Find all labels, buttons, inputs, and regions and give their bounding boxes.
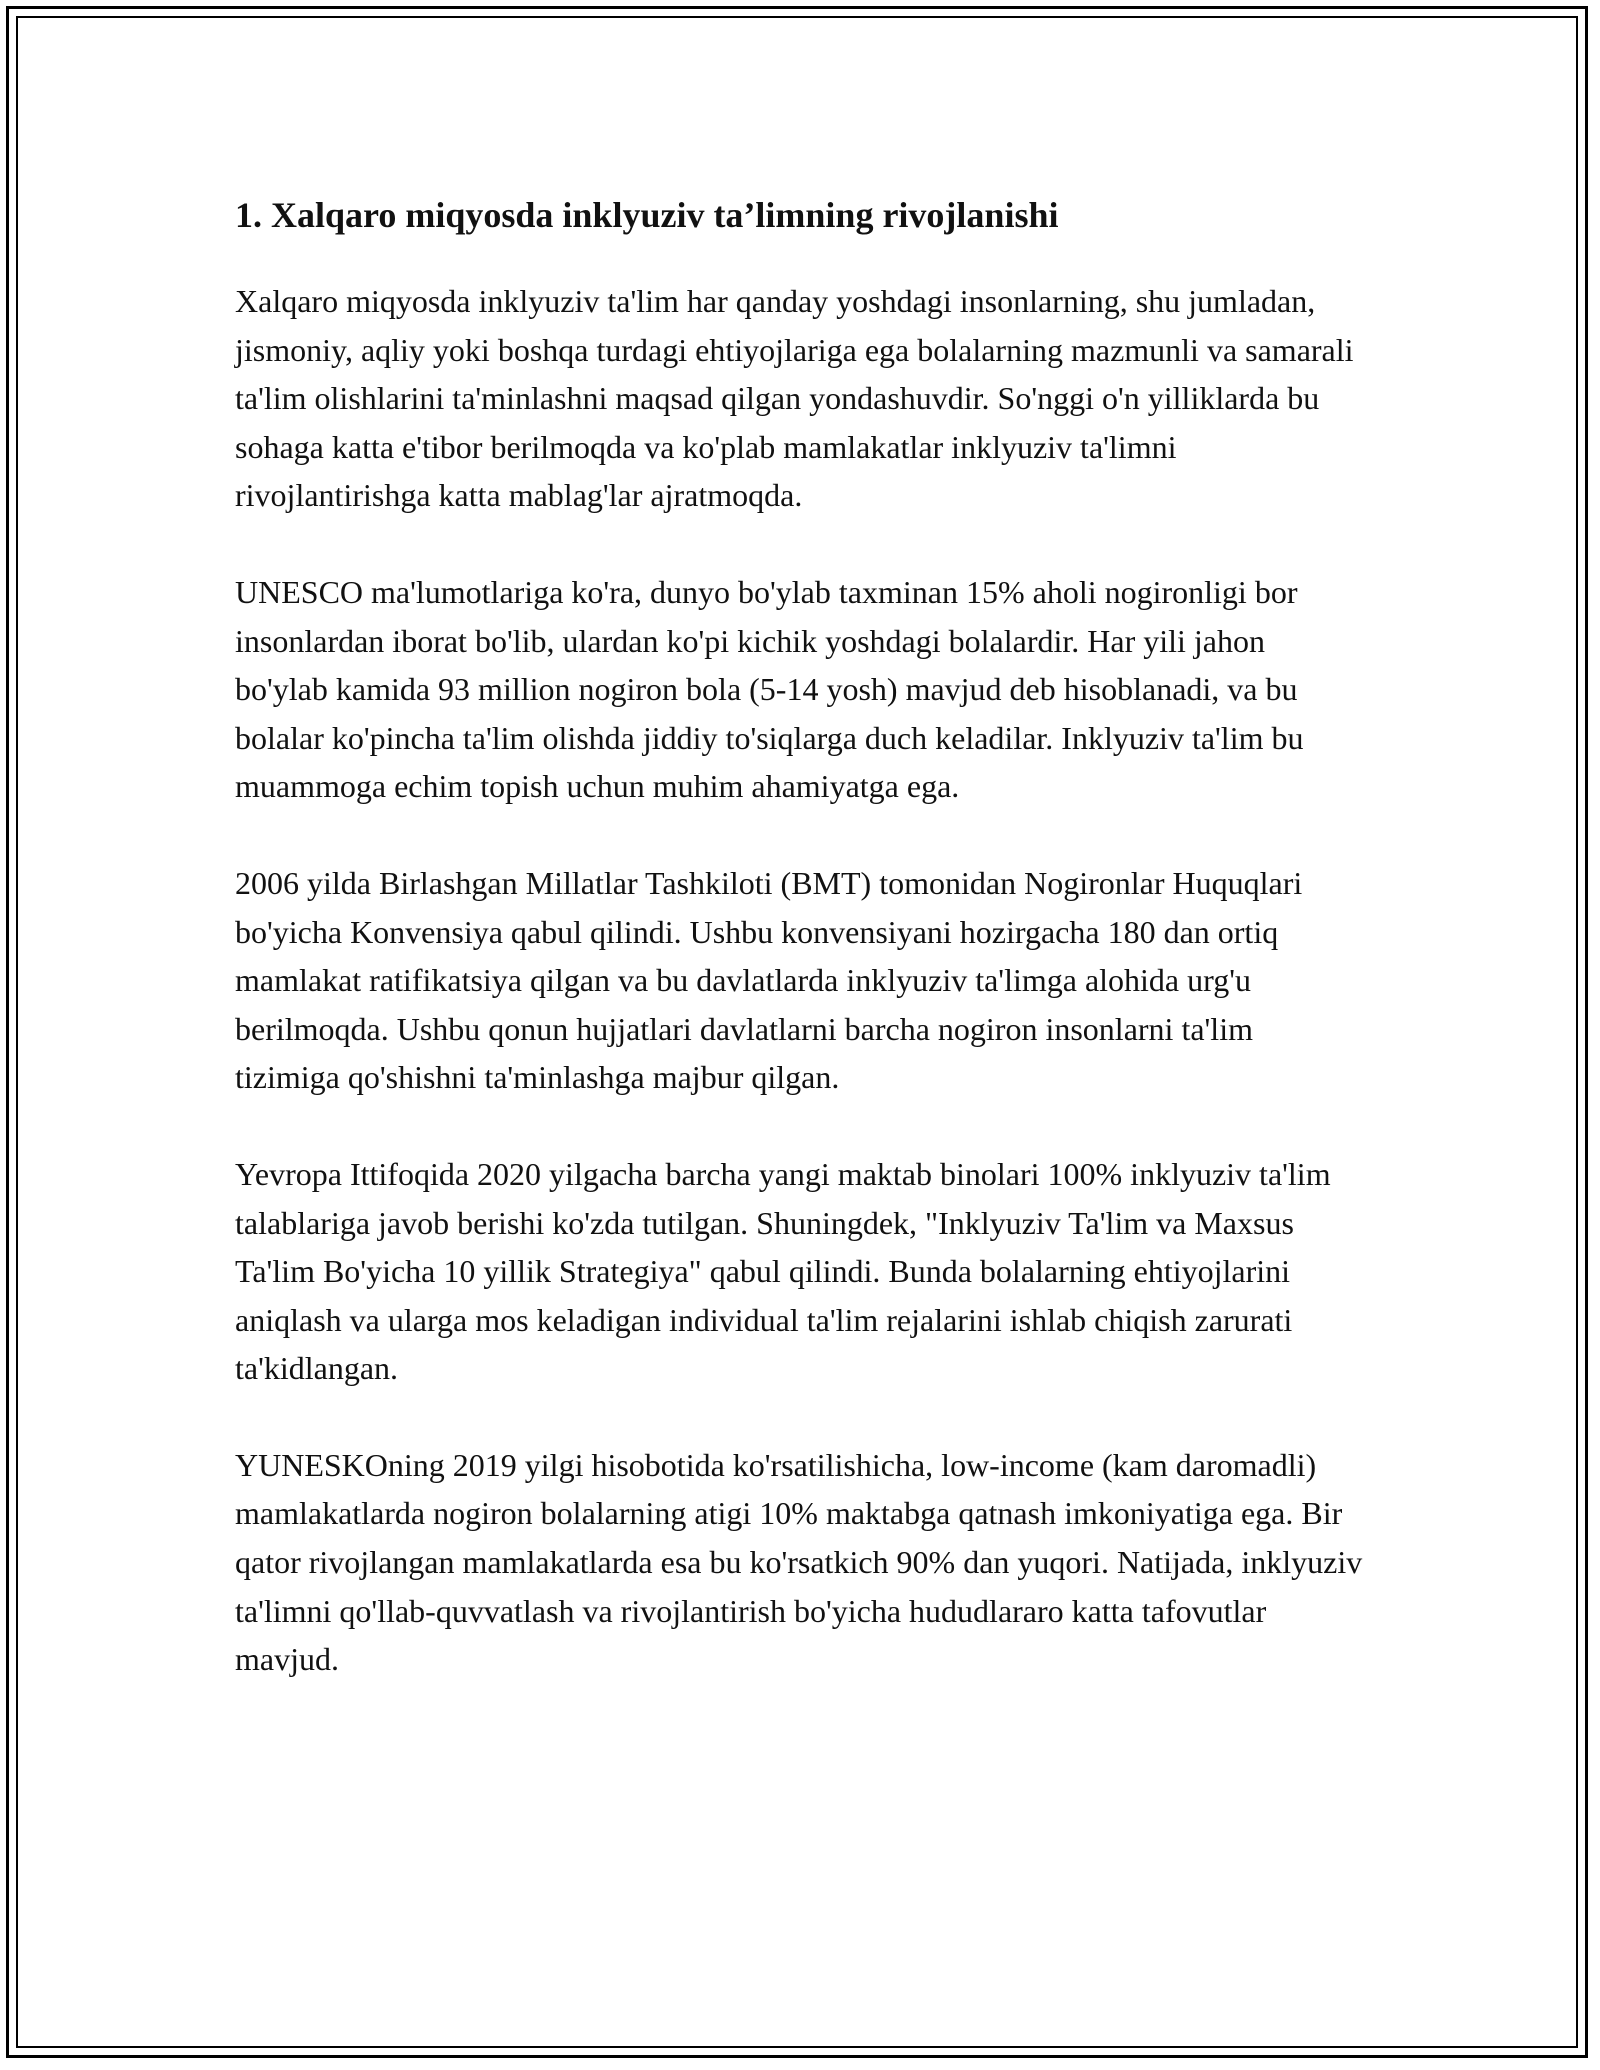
paragraph-eu-strategy: Yevropa Ittifoqida 2020 yilgacha barcha yangi maktab binolari 100% inklyuziv ta'lim talablariga javob berishi ko'zda tutilgan. Shuningdek, "Inklyuziv Ta'lim va Maxsus Ta'lim Bo'yicha 10 yillik Strategiya" qabul qilindi. Bunda bolalarning ehtiyojlarini aniqlash va ularga mos keladigan individual ta'lim rejalarini ishlab chiqish zarurati ta'kidlangan. <box>235 1155 1331 1387</box>
paragraph-bmt-convention: 2006 yilda Birlashgan Millatlar Tashkiloti (BMT) tomonidan Nogironlar Huquqlari bo'yicha Konvensiya qabul qilindi. Ushbu konvensiyani hozirgacha 180 dan ortiq mamlakat ratifikatsiya qilgan va bu davlatlarda inklyuziv ta'limga alohida urg'u berilmoqda. Ushbu qonun hujjatlari davlatlarni barcha nogiron insonlarni ta'lim tizimiga qo'shishni ta'minlashga majbur qilgan. <box>235 864 1303 1096</box>
paragraph-intro: Xalqaro miqyosda inklyuziv ta'lim har qanday yoshdagi insonlarning, shu jumladan, jismoniy, aqliy yoki boshqa turdagi ehtiyojlariga ega bolalarning mazmunli va samarali ta'lim olishlarini ta'minlashni maqsad qilgan yondashuvdir. So'nggi o'n yilliklarda bu sohaga katta e'tibor berilmoqda va ko'plab mamlakatlar inklyuziv ta'limni rivojlantirishga katta mablag'lar ajratmoqda. <box>235 283 1354 514</box>
paragraph-unesco: UNESCO ma'lumotlariga ko'ra, dunyo bo'ylab taxminan 15% aholi nogironligi bor insonlardan iborat bo'lib, ulardan ko'pi kichik yoshdagi bolalardir. Har yili jahon bo'ylab kamida 93 million nogiron bola (5-14 yosh) mavjud deb hisoblanadi, va bu bolalar ko'pincha ta'lim olishda jiddiy to'siqlarga duch keladilar. Inklyuziv ta'lim bu muammoga echim topish uchun muhim ahamiyatga ega. <box>235 573 1304 805</box>
section-heading: 1. Xalqaro miqyosda inklyuziv ta’limning rivojlanishi <box>235 195 1059 235</box>
document-body <box>235 183 1365 1732</box>
paragraph-unesco-2019: YUNESKOning 2019 yilgi hisobotida ko'rsatilishicha, low-income (kam daromadli) mamlakatlarda nogiron bolalarning atigi 10% maktabga qatnash imkoniyatiga ega. Bir qator rivojlangan mamlakatlarda esa bu ko'rsatkich 90% dan yuqori. Natijada, inklyuziv ta'limni qo'llab-quvvatlash va rivojlantirish bo'yicha hududlararo katta tafovutlar mavjud. <box>235 1446 1363 1678</box>
